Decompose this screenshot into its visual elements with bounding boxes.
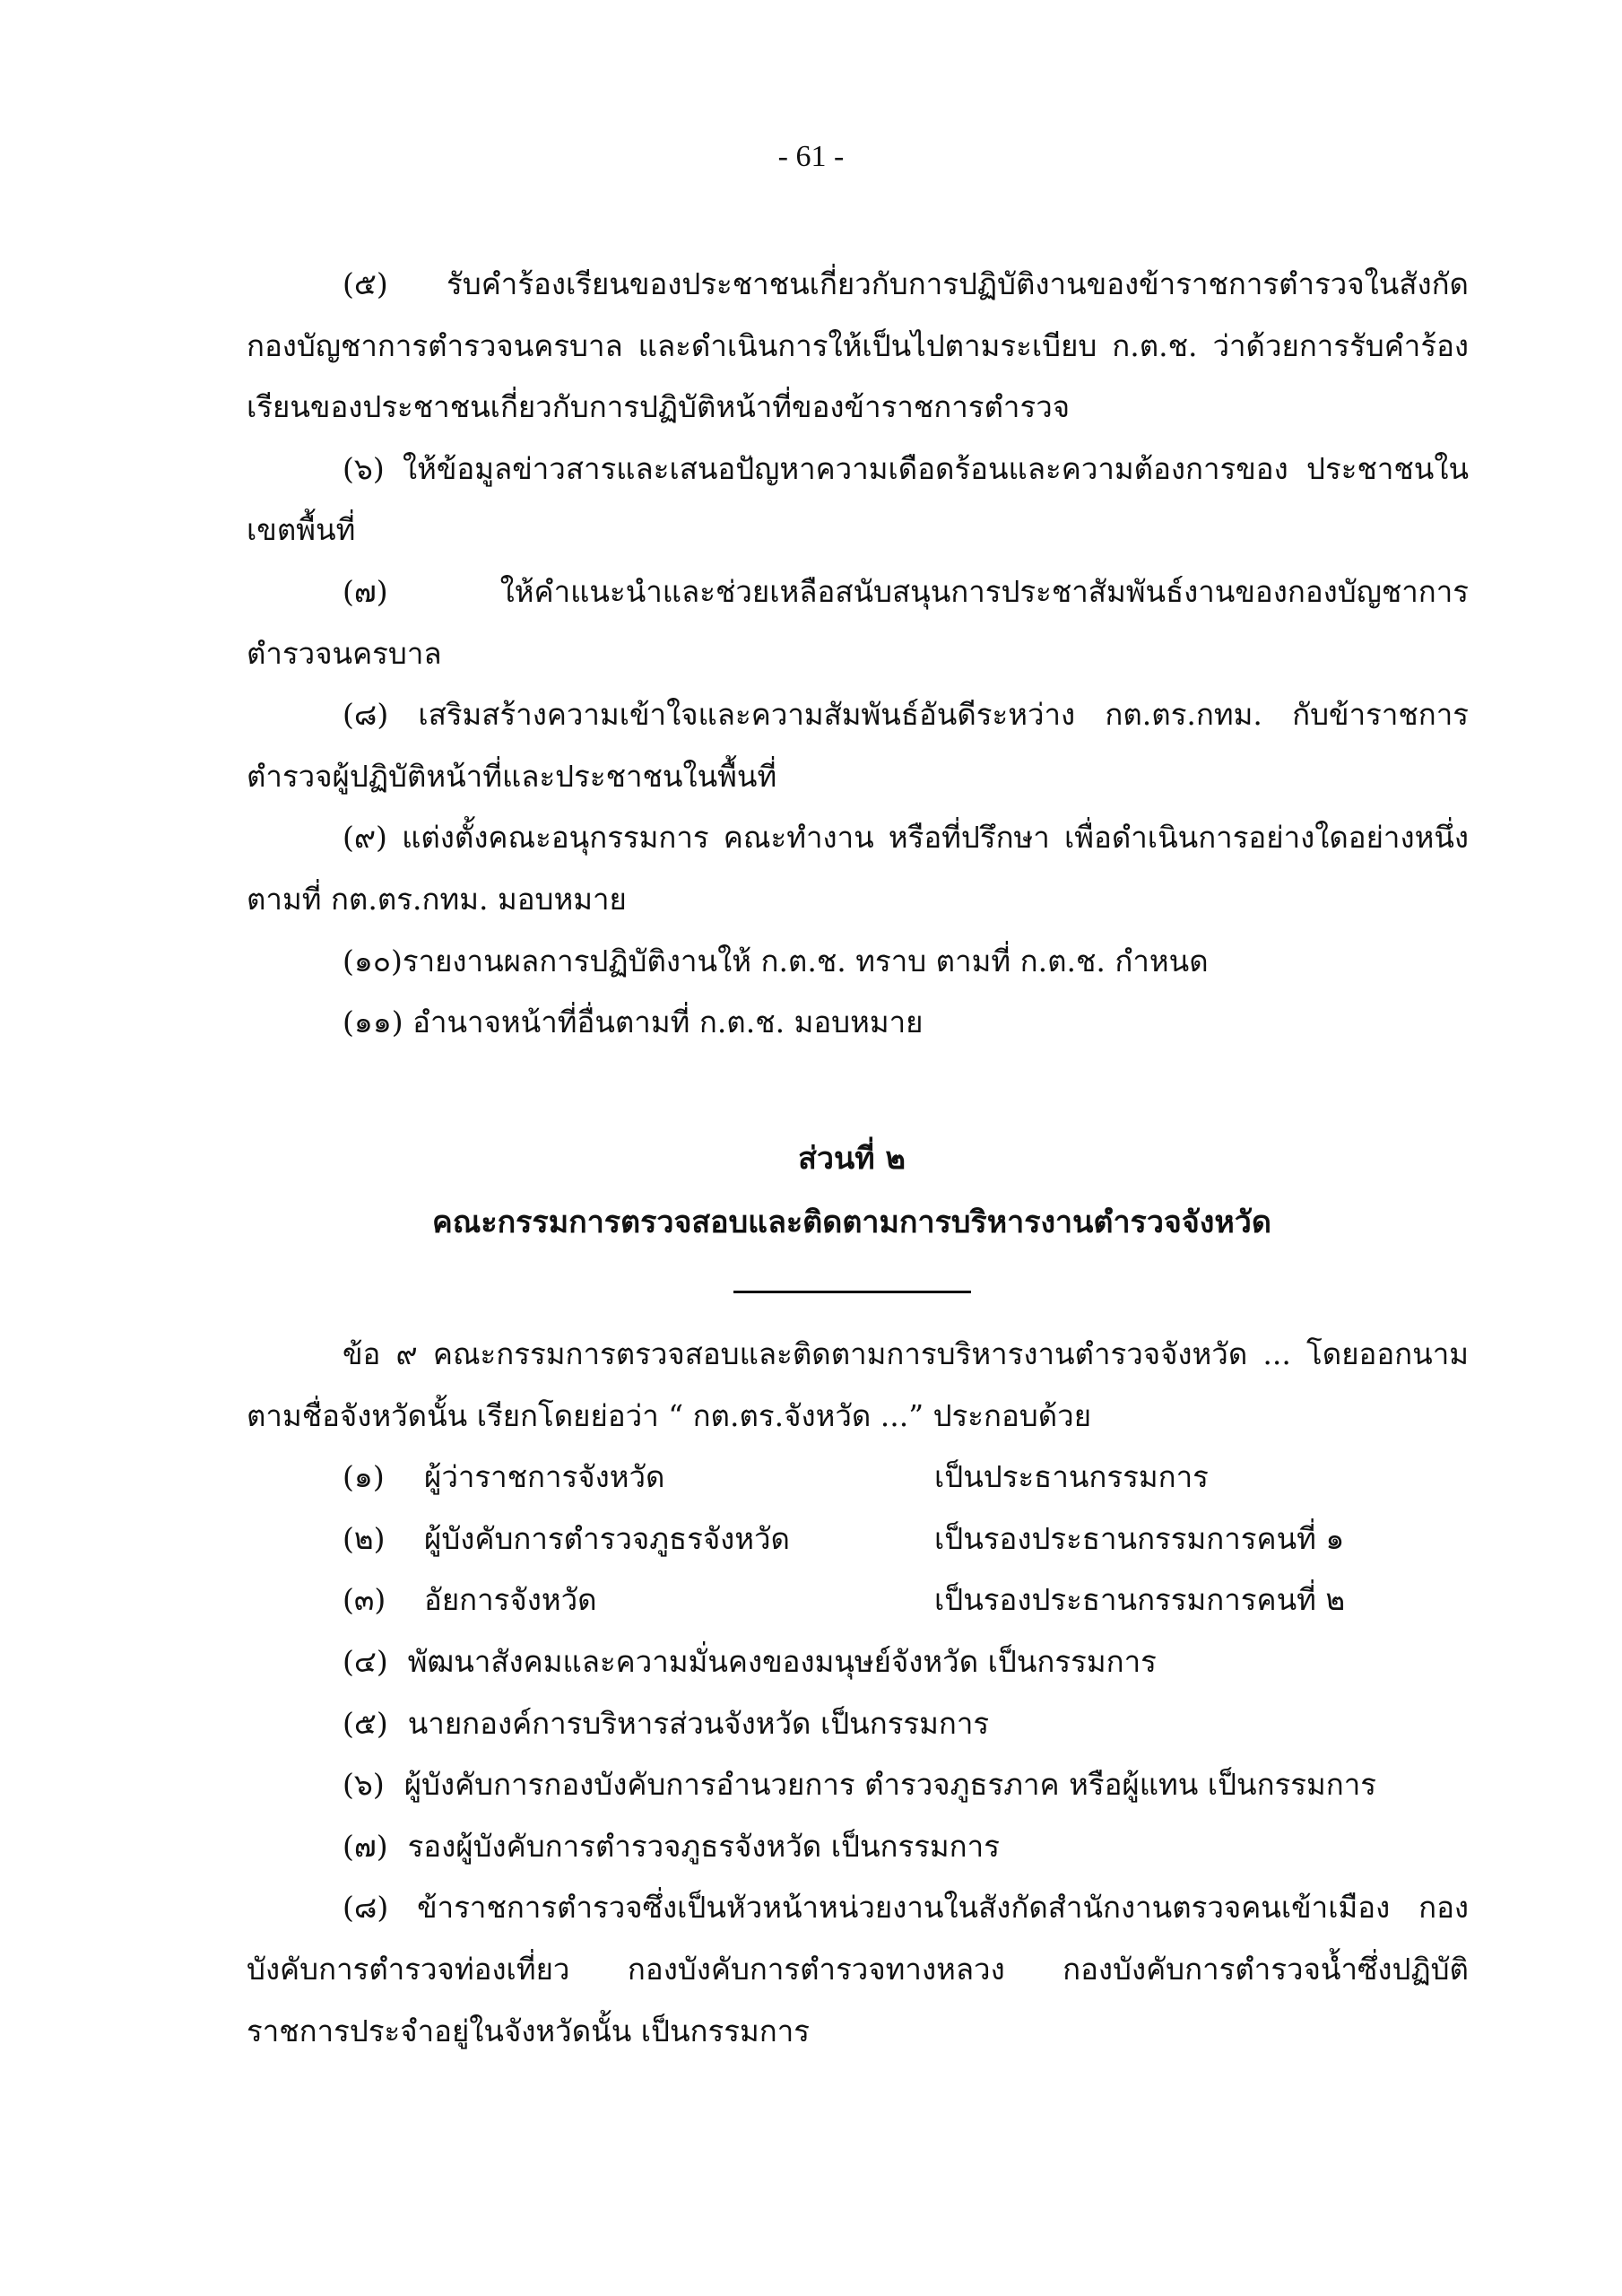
- duty-item-8: (๘) เสริมสร้างความเข้าใจและความสัมพันธ์อันดีระหว่าง กต.ตร.กทม. กับข้าราชการตำรวจผู้ปฏิบัติหน้าที่และประชาชนในพื้นที่: [247, 697, 1469, 794]
- page-number: - 61 -: [777, 140, 845, 173]
- duty-item-9: (๙) แต่งตั้งคณะอนุกรรมการ คณะทำงาน หรือที่ปรึกษา เพื่อดำเนินการอย่างใดอย่างหนึ่งตามที่ กต.ตร.กทม. มอบหมาย: [247, 820, 1469, 917]
- part-heading: ส่วนที่ ๒: [798, 1141, 906, 1177]
- member-row-2: [247, 1509, 1469, 1570]
- member-number: (๓): [343, 1582, 386, 1618]
- member-number: (๖): [343, 1767, 385, 1803]
- duty-item-11: (๑๑) อำนาจหน้าที่อื่นตามที่ ก.ต.ช. มอบหมาย: [343, 1004, 924, 1040]
- member-number: (๗): [343, 1828, 388, 1864]
- part-title: คณะกรรมการตรวจสอบและติดตามการบริหารงานตำรวจจังหวัด: [432, 1205, 1271, 1240]
- member-row-8: (๘) ข้าราชการตำรวจซึ่งเป็นหัวหน้าหน่วยงานในสังกัดสำนักงานตรวจคนเข้าเมือง กองบังคับการตำรวจท่องเที่ยว กองบังคับการตำรวจทางหลวง กองบังคับการตำรวจน้ำซึ่งปฏิบัติราชการประจำอยู่ในจังหวัดนั้น เป็นกรรมการ: [247, 1890, 1469, 2048]
- clause-9: ข้อ ๙ คณะกรรมการตรวจสอบและติดตามการบริหารงานตำรวจจังหวัด ... โดยออกนามตามชื่อจังหวัดนั้น เรียกโดยย่อว่า “ กต.ตร.จังหวัด ...” ประกอบด้วย: [247, 1336, 1469, 1433]
- member-text: พัฒนาสังคมและความมั่นคงของมนุษย์จังหวัด เป็นกรรมการ: [407, 1643, 1157, 1679]
- member-role: เป็นประธานกรรมการ: [934, 1459, 1209, 1495]
- section-two-body: [247, 1324, 1469, 2062]
- duty-item-5: (๕) รับคำร้องเรียนของประชาชนเกี่ยวกับการปฏิบัติงานของข้าราชการตำรวจในสังกัด กองบัญชาการตำรวจนครบาล และดำเนินการให้เป็นไปตามระเบียบ ก.ต.ช. ว่าด้วยการรับคำร้องเรียนของประชาชนเกี่ยวกับการปฏิบัติหน้าที่ของข้าราชการตำรวจ: [247, 266, 1469, 425]
- member-text: รองผู้บังคับการตำรวจภูธรจังหวัด เป็นกรรมการ: [407, 1828, 1000, 1864]
- heading-divider: [733, 1291, 971, 1293]
- member-number: (๒): [343, 1520, 386, 1556]
- member-row-4: [247, 1631, 1469, 1693]
- duty-item-10: (๑๐)รายงานผลการปฏิบัติงานให้ ก.ต.ช. ทราบ ตามที่ ก.ต.ช. กำหนด: [343, 943, 1209, 978]
- duty-item-7: (๗) ให้คำแนะนำและช่วยเหลือสนับสนุนการประชาสัมพันธ์งานของกองบัญชาการตำรวจนครบาล: [247, 573, 1469, 671]
- member-number: (๕): [343, 1705, 388, 1741]
- member-name: ผู้ว่าราชการจังหวัด: [424, 1459, 665, 1495]
- duty-item-6: (๖) ให้ข้อมูลข่าวสารและเสนอปัญหาความเดือดร้อนและความต้องการของ ประชาชนในเขตพื้นที่: [247, 450, 1469, 548]
- member-number: (๑): [343, 1459, 385, 1495]
- member-number: (๔): [343, 1643, 388, 1679]
- member-text: นายกองค์การบริหารส่วนจังหวัด เป็นกรรมการ: [407, 1705, 990, 1741]
- member-row-7: [247, 1816, 1469, 1878]
- member-role: เป็นรองประธานกรรมการคนที่ ๑: [934, 1520, 1345, 1556]
- member-row-1: [247, 1447, 1469, 1509]
- member-text: ผู้บังคับการกองบังคับการอำนวยการ ตำรวจภูธรภาค หรือผู้แทน เป็นกรรมการ: [403, 1767, 1377, 1803]
- member-row-6: [247, 1754, 1469, 1816]
- member-name: อัยการจังหวัด: [424, 1582, 597, 1618]
- member-row-3: [247, 1570, 1469, 1631]
- member-name: ผู้บังคับการตำรวจภูธรจังหวัด: [424, 1520, 790, 1556]
- member-role: เป็นรองประธานกรรมการคนที่ ๒: [934, 1582, 1346, 1618]
- member-row-5: [247, 1693, 1469, 1755]
- section-one-duties: [247, 254, 1469, 1054]
